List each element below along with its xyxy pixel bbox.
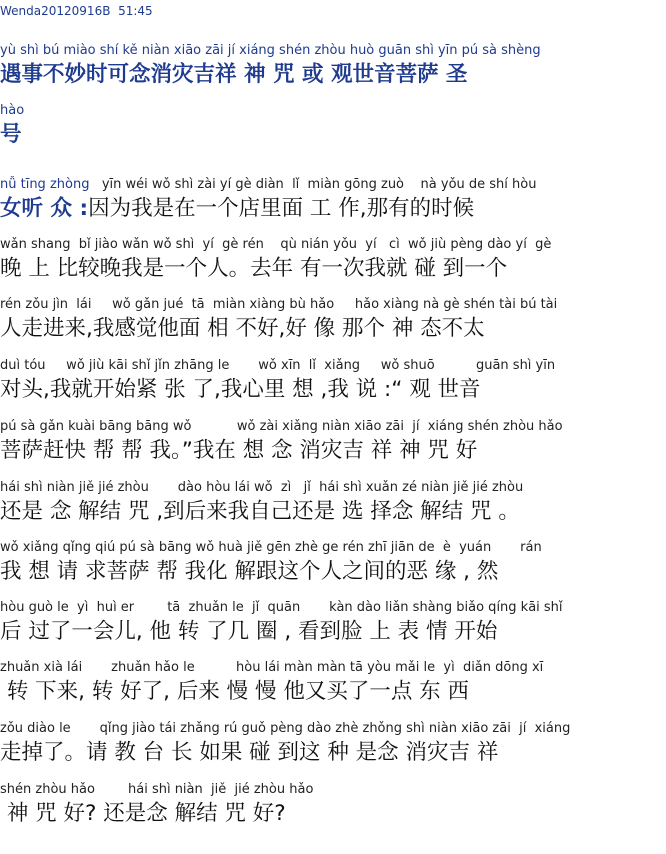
text-line-4: 对头,我就开始紧 张 了,我心里 想 ,我 说 :“ 观 世音: [0, 377, 481, 402]
speaker-label: 女听 众 :: [0, 196, 89, 221]
title-hanzi-2: 号: [0, 122, 22, 147]
pinyin-line-10: zǒu diào le qǐng jiào tái zhǎng rú guǒ pèng dào zhè zhǒng shì niàn xiāo zāi jí xiáng: [0, 721, 571, 736]
text-line-2: 晚 上 比较晚我是一个人。去年 有一次我就 碰 到一个: [0, 256, 508, 281]
text-line-1: 女听 众 :因为我是在一个店里面 工 作,那有的时候: [0, 196, 475, 221]
pinyin-line-8: hòu guò le yì huì er tā zhuǎn le jǐ quān kàn dào liǎn shàng biǎo qíng kāi shǐ: [0, 600, 563, 615]
pinyin-line-5: pú sà gǎn kuài bāng bāng wǒ wǒ zài xiǎng niàn xiāo zāi jí xiáng shén zhòu hǎo: [0, 419, 563, 434]
pinyin-line-11: shén zhòu hǎo hái shì niàn jiě jié zhòu hǎo: [0, 782, 314, 797]
text-line-7: 我 想 请 求菩萨 帮 我化 解跟这个人之间的恶 缘 , 然: [0, 559, 499, 584]
text-line-5: 菩萨赶快 帮 帮 我。”我在 想 念 消灾吉 祥 神 咒 好: [0, 438, 478, 463]
timestamp: 51:45: [118, 4, 153, 18]
pinyin-line-9: zhuǎn xià lái zhuǎn hǎo le hòu lái màn màn tā yòu mǎi le yì diǎn dōng xī: [0, 660, 544, 675]
title-pinyin-1: yù shì bú miào shí kě niàn xiāo zāi jí xiáng shén zhòu huò guān shì yīn pú sà shèng: [0, 43, 541, 58]
recording-header: [0, 4, 153, 18]
speaker-pinyin: nǚ tīng zhòng: [0, 177, 90, 192]
pinyin-line-6: hái shì niàn jiě jié zhòu dào hòu lái wǒ zì jǐ hái shì xuǎn zé niàn jiě jié zhòu: [0, 480, 524, 495]
title-hanzi-1: 遇事不妙时可念消灾吉祥 神 咒 或 观世音菩萨 圣: [0, 62, 468, 87]
text-line-3: 人走进来,我感觉他面 相 不好,好 像 那个 神 态不太: [0, 316, 485, 341]
text-line-9: 转 下来, 转 好了, 后来 慢 慢 他又买了一点 东 西: [0, 679, 470, 704]
text-line-10: 走掉了。请 教 台 长 如果 碰 到这 种 是念 消灾吉 祥: [0, 740, 499, 765]
text-line-11: 神 咒 好? 还是念 解结 咒 好?: [0, 801, 286, 826]
text-line-6: 还是 念 解结 咒 ,到后来我自己还是 选 择念 解结 咒 。: [0, 499, 520, 524]
pinyin-line-1: nǚ tīng zhòng yīn wéi wǒ shì zài yí gè diàn lǐ miàn gōng zuò nà yǒu de shí hòu: [0, 177, 537, 192]
text-line-8: 后 过了一会儿, 他 转 了几 圈 , 看到脸 上 表 情 开始: [0, 619, 498, 644]
pinyin-line-4: duì tóu wǒ jiù kāi shǐ jǐn zhāng le wǒ xīn lǐ xiǎng wǒ shuō guān shì yīn: [0, 358, 556, 373]
pinyin-line-2: wǎn shang bǐ jiào wǎn wǒ shì yí gè rén qù nián yǒu yí cì wǒ jiù pèng dào yí gè: [0, 237, 552, 252]
recording-code: Wenda20120916B: [0, 4, 111, 18]
title-pinyin-2: hào: [0, 103, 25, 118]
pinyin-line-3: rén zǒu jìn lái wǒ gǎn jué tā miàn xiàng bù hǎo hǎo xiàng nà gè shén tài bú tài: [0, 297, 558, 312]
pinyin-line-7: wǒ xiǎng qǐng qiú pú sà bāng wǒ huà jiě gēn zhè ge rén zhī jiān de è yuán rán: [0, 540, 542, 555]
